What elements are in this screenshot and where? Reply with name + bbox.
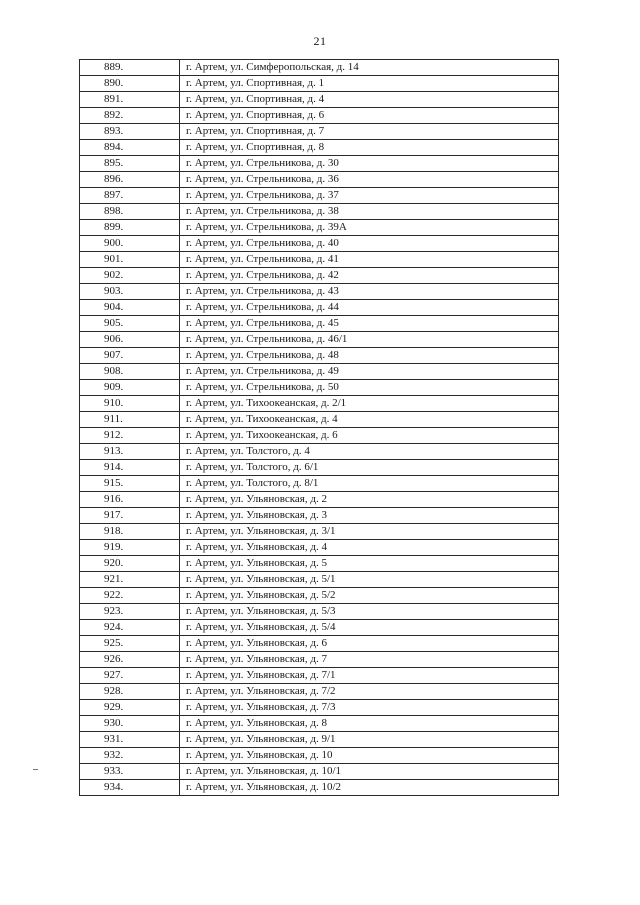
row-number: 897.: [80, 188, 180, 204]
row-address: г. Артем, ул. Стрельникова, д. 39А: [180, 220, 559, 236]
row-address: г. Артем, ул. Стрельникова, д. 36: [180, 172, 559, 188]
table-row: [80, 588, 559, 604]
table-row: [80, 284, 559, 300]
row-number: 893.: [80, 124, 180, 140]
row-address: г. Артем, ул. Стрельникова, д. 44: [180, 300, 559, 316]
row-number: 899.: [80, 220, 180, 236]
table-row: [80, 108, 559, 124]
row-address: г. Артем, ул. Стрельникова, д. 50: [180, 380, 559, 396]
row-number: 928.: [80, 684, 180, 700]
table-row: [80, 428, 559, 444]
row-number: 889.: [80, 60, 180, 76]
row-address: г. Артем, ул. Спортивная, д. 8: [180, 140, 559, 156]
row-address: г. Артем, ул. Тихоокеанская, д. 6: [180, 428, 559, 444]
row-address: г. Артем, ул. Ульяновская, д. 2: [180, 492, 559, 508]
row-address: г. Артем, ул. Ульяновская, д. 5/1: [180, 572, 559, 588]
row-address: г. Артем, ул. Толстого, д. 4: [180, 444, 559, 460]
row-address: г. Артем, ул. Толстого, д. 6/1: [180, 460, 559, 476]
address-table-body: [80, 60, 559, 796]
row-address: г. Артем, ул. Стрельникова, д. 46/1: [180, 332, 559, 348]
row-address: г. Артем, ул. Тихоокеанская, д. 2/1: [180, 396, 559, 412]
row-number: 907.: [80, 348, 180, 364]
table-row: [80, 684, 559, 700]
table-row: [80, 380, 559, 396]
table-row: [80, 156, 559, 172]
row-address: г. Артем, ул. Ульяновская, д. 5: [180, 556, 559, 572]
table-row: [80, 316, 559, 332]
table-row: [80, 764, 559, 780]
row-address: г. Артем, ул. Ульяновская, д. 10/1: [180, 764, 559, 780]
table-row: [80, 268, 559, 284]
row-number: 903.: [80, 284, 180, 300]
row-number: 934.: [80, 780, 180, 796]
row-address: г. Артем, ул. Стрельникова, д. 49: [180, 364, 559, 380]
table-row: [80, 364, 559, 380]
table-row: [80, 172, 559, 188]
row-number: 926.: [80, 652, 180, 668]
table-row: [80, 524, 559, 540]
table-row: [80, 124, 559, 140]
row-number: 901.: [80, 252, 180, 268]
row-number: 902.: [80, 268, 180, 284]
margin-mark: [33, 769, 38, 770]
table-row: [80, 348, 559, 364]
table-row: [80, 540, 559, 556]
table-row: [80, 460, 559, 476]
row-address: г. Артем, ул. Стрельникова, д. 42: [180, 268, 559, 284]
row-address: г. Артем, ул. Ульяновская, д. 3/1: [180, 524, 559, 540]
table-row: [80, 236, 559, 252]
table-row: [80, 476, 559, 492]
row-number: 914.: [80, 460, 180, 476]
row-number: 912.: [80, 428, 180, 444]
table-row: [80, 92, 559, 108]
table-row: [80, 556, 559, 572]
table-row: [80, 412, 559, 428]
table-row: [80, 716, 559, 732]
row-address: г. Артем, ул. Стрельникова, д. 48: [180, 348, 559, 364]
row-number: 929.: [80, 700, 180, 716]
row-address: г. Артем, ул. Стрельникова, д. 38: [180, 204, 559, 220]
row-number: 909.: [80, 380, 180, 396]
row-address: г. Артем, ул. Ульяновская, д. 8: [180, 716, 559, 732]
row-address: г. Артем, ул. Ульяновская, д. 5/4: [180, 620, 559, 636]
row-address: г. Артем, ул. Ульяновская, д. 3: [180, 508, 559, 524]
row-number: 925.: [80, 636, 180, 652]
row-address: г. Артем, ул. Ульяновская, д. 10/2: [180, 780, 559, 796]
table-row: [80, 572, 559, 588]
row-number: 905.: [80, 316, 180, 332]
table-row: [80, 188, 559, 204]
row-number: 931.: [80, 732, 180, 748]
row-address: г. Артем, ул. Ульяновская, д. 10: [180, 748, 559, 764]
row-address: г. Артем, ул. Ульяновская, д. 7: [180, 652, 559, 668]
row-address: г. Артем, ул. Тихоокеанская, д. 4: [180, 412, 559, 428]
row-address: г. Артем, ул. Стрельникова, д. 41: [180, 252, 559, 268]
row-address: г. Артем, ул. Ульяновская, д. 5/3: [180, 604, 559, 620]
table-row: [80, 444, 559, 460]
table-row: [80, 652, 559, 668]
row-address: г. Артем, ул. Ульяновская, д. 5/2: [180, 588, 559, 604]
table-row: [80, 204, 559, 220]
row-address: г. Артем, ул. Стрельникова, д. 30: [180, 156, 559, 172]
row-address: г. Артем, ул. Ульяновская, д. 9/1: [180, 732, 559, 748]
row-number: 915.: [80, 476, 180, 492]
row-number: 906.: [80, 332, 180, 348]
table-row: [80, 636, 559, 652]
table-row: [80, 780, 559, 796]
row-address: г. Артем, ул. Стрельникова, д. 40: [180, 236, 559, 252]
row-number: 918.: [80, 524, 180, 540]
table-row: [80, 252, 559, 268]
row-address: г. Артем, ул. Стрельникова, д. 37: [180, 188, 559, 204]
row-address: г. Артем, ул. Стрельникова, д. 43: [180, 284, 559, 300]
row-number: 933.: [80, 764, 180, 780]
row-number: 890.: [80, 76, 180, 92]
table-row: [80, 140, 559, 156]
row-number: 921.: [80, 572, 180, 588]
row-number: 919.: [80, 540, 180, 556]
row-number: 898.: [80, 204, 180, 220]
table-row: [80, 76, 559, 92]
row-number: 894.: [80, 140, 180, 156]
table-row: [80, 668, 559, 684]
row-address: г. Артем, ул. Ульяновская, д. 6: [180, 636, 559, 652]
row-number: 908.: [80, 364, 180, 380]
row-number: 924.: [80, 620, 180, 636]
row-address: г. Артем, ул. Толстого, д. 8/1: [180, 476, 559, 492]
table-row: [80, 620, 559, 636]
table-row: [80, 508, 559, 524]
row-address: г. Артем, ул. Ульяновская, д. 7/1: [180, 668, 559, 684]
row-address: г. Артем, ул. Спортивная, д. 1: [180, 76, 559, 92]
row-number: 900.: [80, 236, 180, 252]
row-number: 911.: [80, 412, 180, 428]
row-number: 923.: [80, 604, 180, 620]
table-row: [80, 492, 559, 508]
table-row: [80, 700, 559, 716]
row-address: г. Артем, ул. Спортивная, д. 6: [180, 108, 559, 124]
row-address: г. Артем, ул. Спортивная, д. 4: [180, 92, 559, 108]
row-number: 892.: [80, 108, 180, 124]
table-row: [80, 732, 559, 748]
row-address: г. Артем, ул. Ульяновская, д. 4: [180, 540, 559, 556]
row-number: 932.: [80, 748, 180, 764]
row-number: 922.: [80, 588, 180, 604]
page-number: 21: [313, 34, 327, 48]
row-number: 927.: [80, 668, 180, 684]
row-address: г. Артем, ул. Спортивная, д. 7: [180, 124, 559, 140]
address-table: [79, 59, 559, 796]
table-row: [80, 332, 559, 348]
table-row: [80, 220, 559, 236]
table-row: [80, 300, 559, 316]
row-address: г. Артем, ул. Симферопольская, д. 14: [180, 60, 559, 76]
row-number: 920.: [80, 556, 180, 572]
row-number: 895.: [80, 156, 180, 172]
row-address: г. Артем, ул. Стрельникова, д. 45: [180, 316, 559, 332]
row-number: 896.: [80, 172, 180, 188]
row-address: г. Артем, ул. Ульяновская, д. 7/3: [180, 700, 559, 716]
row-number: 917.: [80, 508, 180, 524]
table-row: [80, 748, 559, 764]
table-row: [80, 396, 559, 412]
row-number: 930.: [80, 716, 180, 732]
row-number: 916.: [80, 492, 180, 508]
table-row: [80, 60, 559, 76]
row-number: 904.: [80, 300, 180, 316]
row-number: 910.: [80, 396, 180, 412]
row-address: г. Артем, ул. Ульяновская, д. 7/2: [180, 684, 559, 700]
row-number: 913.: [80, 444, 180, 460]
row-number: 891.: [80, 92, 180, 108]
table-row: [80, 604, 559, 620]
